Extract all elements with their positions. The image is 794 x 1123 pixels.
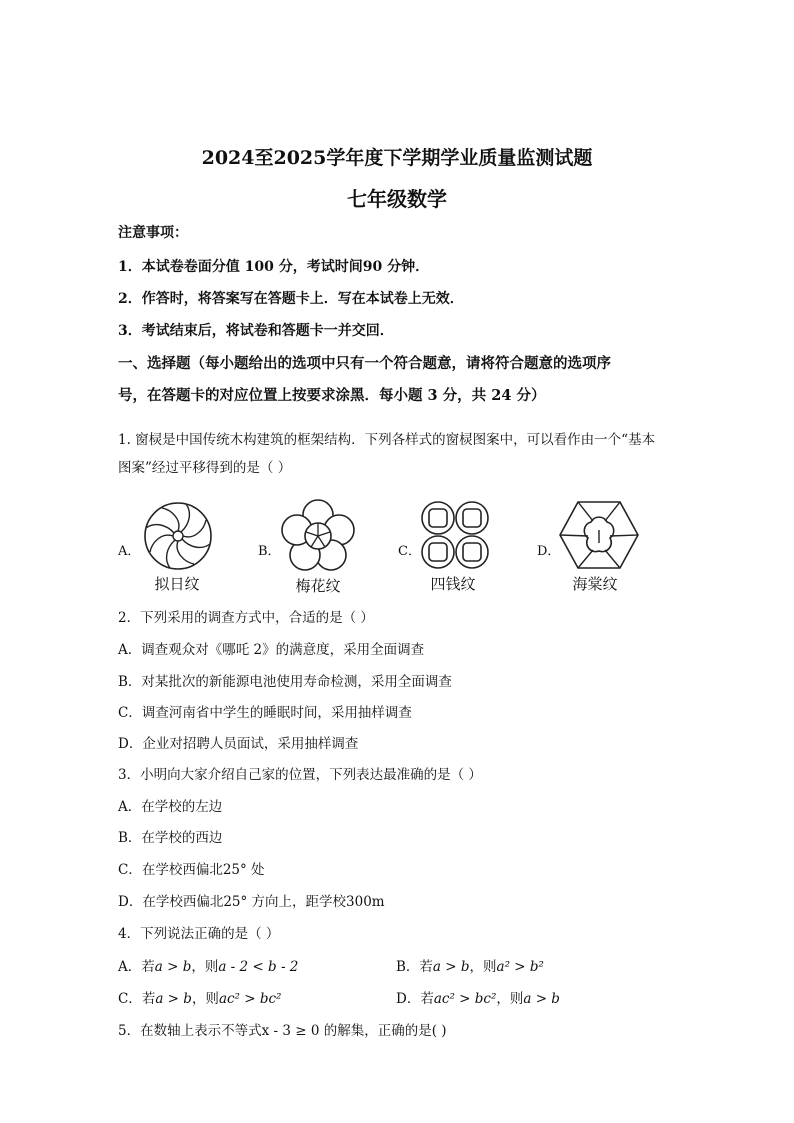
q3-stem: 3．小明向大家介绍自己家的位置，下列表达最准确的是（ ） [118, 767, 482, 783]
q4-option-d-condition: ac² > bc² [433, 991, 497, 1007]
q4-option-b-condition: a > b [432, 959, 470, 975]
four-coins-icon [420, 500, 490, 570]
q4-option-c [118, 987, 281, 1007]
q4-stem: 4．下列说法正确的是（ ） [118, 926, 280, 942]
q1-option-c-caption: 四钱纹 [430, 575, 476, 593]
q4-option-c-condition: a > b [155, 991, 192, 1007]
page-title: 2024至2025学年度下学期学业质量监测试题 [201, 147, 593, 169]
q1-stem-line1: 1. 窗棂是中国传统木构建筑的框架结构．下列各样式的窗棂图案中，可以看作由一个“基本 [118, 432, 656, 448]
q1-option-a-caption: 拟日纹 [154, 575, 200, 593]
q1-option-d-letter: D． [537, 544, 561, 559]
q1-option-a-letter: A． [118, 544, 141, 559]
q4-option-a-mid: ，则 [191, 959, 219, 975]
note-item-1: 1．本试卷卷面分值 100 分，考试时间90 分钟． [118, 259, 430, 275]
page-subtitle: 七年级数学 [347, 187, 447, 211]
swirl-circle-icon [142, 500, 214, 572]
q4-option-c-result: ac² > bc² [218, 991, 282, 1007]
q3-option-c: C．在学校西偏北25° 处 [118, 862, 265, 878]
q4-option-b-prefix: B．若 [396, 959, 433, 975]
begonia-hexagon-icon [558, 500, 640, 570]
q2-option-b: B．对某批次的新能源电池使用寿命检测，采用全面调查 [118, 674, 452, 690]
q4-option-a-prefix: A．若 [118, 959, 155, 975]
q1-stem-line2: 图案”经过平移得到的是（ ） [118, 460, 292, 476]
q2-option-c: C．调查河南省中学生的睡眠时间，采用抽样调查 [118, 705, 412, 721]
q4-option-b-result: a² > b² [496, 959, 544, 975]
q3-option-b: B．在学校的西边 [118, 830, 223, 846]
q2-stem: 2．下列采用的调查方式中，合适的是（ ） [118, 610, 374, 626]
q4-option-d-mid: ，则 [496, 991, 524, 1007]
q4-option-b [396, 955, 544, 975]
q3-option-a: A．在学校的左边 [118, 799, 223, 815]
q1-option-b-caption: 梅花纹 [295, 577, 341, 595]
notes-heading: 注意事项： [118, 225, 188, 241]
q4-option-b-mid: ，则 [469, 959, 497, 975]
q1-option-c-letter: C． [398, 544, 421, 559]
q4-option-c-mid: ，则 [191, 991, 219, 1007]
section-heading-line2: 号，在答题卡的对应位置上按要求涂黑．每小题 3 分，共 24 分） [118, 387, 546, 404]
q4-option-d-prefix: D．若 [396, 991, 434, 1007]
q4-option-d [396, 987, 560, 1007]
note-item-2: 2．作答时，将答案写在答题卡上．写在本试卷上无效． [118, 291, 464, 307]
q3-option-d: D．在学校西偏北25° 方向上，距学校300m [118, 894, 385, 910]
plum-blossom-icon [280, 498, 356, 572]
q4-option-a [118, 955, 298, 975]
q1-option-b-letter: B． [258, 544, 281, 559]
q4-option-a-condition: a > b [154, 959, 192, 975]
q4-option-c-prefix: C．若 [118, 991, 156, 1007]
q2-option-a: A．调查观众对《哪吒 2》的满意度，采用全面调查 [118, 642, 425, 658]
q2-option-d: D．企业对招聘人员面试，采用抽样调查 [118, 736, 359, 752]
q1-option-d-caption: 海棠纹 [572, 575, 618, 593]
q4-option-a-result: a - 2 < b - 2 [218, 959, 299, 975]
note-item-3: 3．考试结束后，将试卷和答题卡一并交回． [118, 323, 394, 339]
q4-option-d-result: a > b [523, 991, 560, 1007]
q5-stem: 5．在数轴上表示不等式x - 3 ≥ 0 的解集，正确的是( ) [118, 1023, 447, 1039]
section-heading-line1: 一、选择题（每小题给出的选项中只有一个符合题意，请将符合题意的选项序 [118, 355, 611, 372]
